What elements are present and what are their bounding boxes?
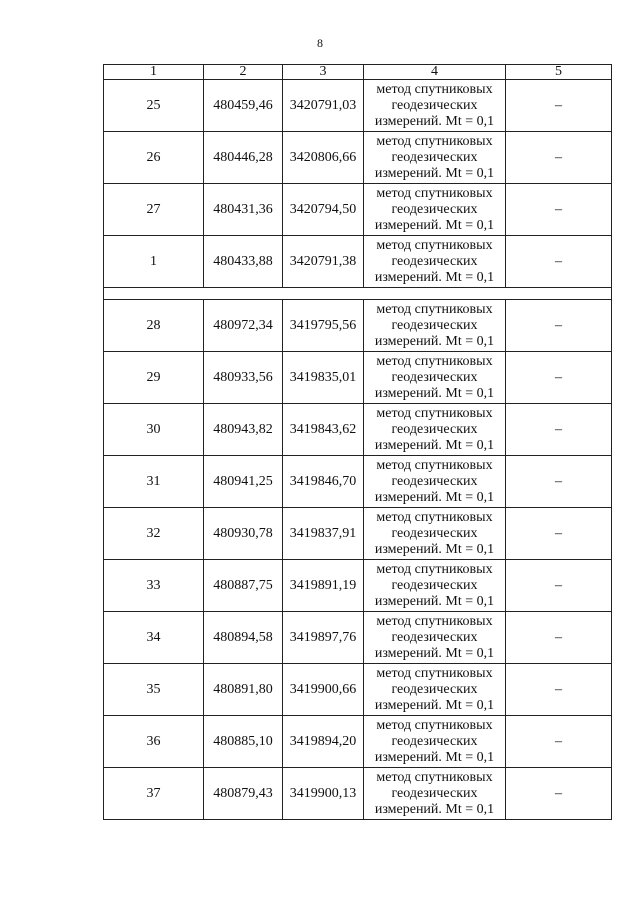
point-number-cell: 26: [104, 132, 204, 184]
method-cell: метод спутниковых геодезических измерений. Mt = 0,1: [364, 184, 506, 236]
table-row: [104, 664, 612, 716]
x-coordinate-cell: 480930,78: [204, 508, 283, 560]
column-header-1: 1: [104, 65, 204, 80]
y-coordinate-cell: 3420806,66: [283, 132, 364, 184]
method-cell: метод спутниковых геодезических измерений. Mt = 0,1: [364, 560, 506, 612]
method-cell: метод спутниковых геодезических измерений. Mt = 0,1: [364, 132, 506, 184]
note-cell: –: [506, 404, 612, 456]
method-cell: метод спутниковых геодезических измерений. Mt = 0,1: [364, 352, 506, 404]
note-cell: –: [506, 352, 612, 404]
page-number: 8: [317, 36, 323, 50]
table-row: [104, 768, 612, 820]
point-number-cell: 31: [104, 456, 204, 508]
table-row: [104, 132, 612, 184]
column-header-2: 2: [204, 65, 283, 80]
y-coordinate-cell: 3419846,70: [283, 456, 364, 508]
x-coordinate-cell: 480972,34: [204, 300, 283, 352]
y-coordinate-cell: 3419891,19: [283, 560, 364, 612]
table-row: [104, 560, 612, 612]
y-coordinate-cell: 3419837,91: [283, 508, 364, 560]
column-header-4: 4: [364, 65, 506, 80]
column-header-3: 3: [283, 65, 364, 80]
section-separator-cell: [104, 288, 612, 300]
note-cell: –: [506, 612, 612, 664]
x-coordinate-cell: 480891,80: [204, 664, 283, 716]
point-number-cell: 27: [104, 184, 204, 236]
method-cell: метод спутниковых геодезических измерений. Mt = 0,1: [364, 664, 506, 716]
method-cell: метод спутниковых геодезических измерений. Mt = 0,1: [364, 508, 506, 560]
y-coordinate-cell: 3419795,56: [283, 300, 364, 352]
point-number-cell: 33: [104, 560, 204, 612]
method-cell: метод спутниковых геодезических измерений. Mt = 0,1: [364, 404, 506, 456]
point-number-cell: 34: [104, 612, 204, 664]
x-coordinate-cell: 480887,75: [204, 560, 283, 612]
x-coordinate-cell: 480433,88: [204, 236, 283, 288]
point-number-cell: 37: [104, 768, 204, 820]
column-header-5: 5: [506, 65, 612, 80]
table-row: [104, 404, 612, 456]
x-coordinate-cell: 480446,28: [204, 132, 283, 184]
x-coordinate-cell: 480941,25: [204, 456, 283, 508]
point-number-cell: 32: [104, 508, 204, 560]
table-row: [104, 352, 612, 404]
note-cell: –: [506, 236, 612, 288]
x-coordinate-cell: 480885,10: [204, 716, 283, 768]
table-row: [104, 612, 612, 664]
method-cell: метод спутниковых геодезических измерений. Mt = 0,1: [364, 80, 506, 132]
y-coordinate-cell: 3419900,66: [283, 664, 364, 716]
header-row: [104, 65, 612, 80]
method-cell: метод спутниковых геодезических измерений. Mt = 0,1: [364, 768, 506, 820]
note-cell: –: [506, 716, 612, 768]
note-cell: –: [506, 132, 612, 184]
coordinates-table-body: [104, 65, 612, 820]
method-cell: метод спутниковых геодезических измерений. Mt = 0,1: [364, 236, 506, 288]
point-number-cell: 1: [104, 236, 204, 288]
y-coordinate-cell: 3420791,38: [283, 236, 364, 288]
y-coordinate-cell: 3420791,03: [283, 80, 364, 132]
coordinates-table: [103, 64, 612, 820]
note-cell: –: [506, 80, 612, 132]
point-number-cell: 29: [104, 352, 204, 404]
method-cell: метод спутниковых геодезических измерений. Mt = 0,1: [364, 716, 506, 768]
table-row: [104, 508, 612, 560]
table-row: [104, 184, 612, 236]
note-cell: –: [506, 184, 612, 236]
point-number-cell: 25: [104, 80, 204, 132]
table-row: [104, 716, 612, 768]
method-cell: метод спутниковых геодезических измерений. Mt = 0,1: [364, 612, 506, 664]
y-coordinate-cell: 3420794,50: [283, 184, 364, 236]
note-cell: –: [506, 300, 612, 352]
y-coordinate-cell: 3419897,76: [283, 612, 364, 664]
note-cell: –: [506, 664, 612, 716]
x-coordinate-cell: 480431,36: [204, 184, 283, 236]
table-row: [104, 236, 612, 288]
x-coordinate-cell: 480933,56: [204, 352, 283, 404]
y-coordinate-cell: 3419843,62: [283, 404, 364, 456]
y-coordinate-cell: 3419835,01: [283, 352, 364, 404]
method-cell: метод спутниковых геодезических измерений. Mt = 0,1: [364, 456, 506, 508]
point-number-cell: 35: [104, 664, 204, 716]
point-number-cell: 30: [104, 404, 204, 456]
note-cell: –: [506, 456, 612, 508]
point-number-cell: 28: [104, 300, 204, 352]
table-row: [104, 80, 612, 132]
x-coordinate-cell: 480894,58: [204, 612, 283, 664]
note-cell: –: [506, 508, 612, 560]
x-coordinate-cell: 480879,43: [204, 768, 283, 820]
x-coordinate-cell: 480459,46: [204, 80, 283, 132]
method-cell: метод спутниковых геодезических измерений. Mt = 0,1: [364, 300, 506, 352]
y-coordinate-cell: 3419900,13: [283, 768, 364, 820]
note-cell: –: [506, 768, 612, 820]
table-row: [104, 456, 612, 508]
point-number-cell: 36: [104, 716, 204, 768]
section-separator-row: [104, 288, 612, 300]
table-row: [104, 300, 612, 352]
y-coordinate-cell: 3419894,20: [283, 716, 364, 768]
x-coordinate-cell: 480943,82: [204, 404, 283, 456]
note-cell: –: [506, 560, 612, 612]
